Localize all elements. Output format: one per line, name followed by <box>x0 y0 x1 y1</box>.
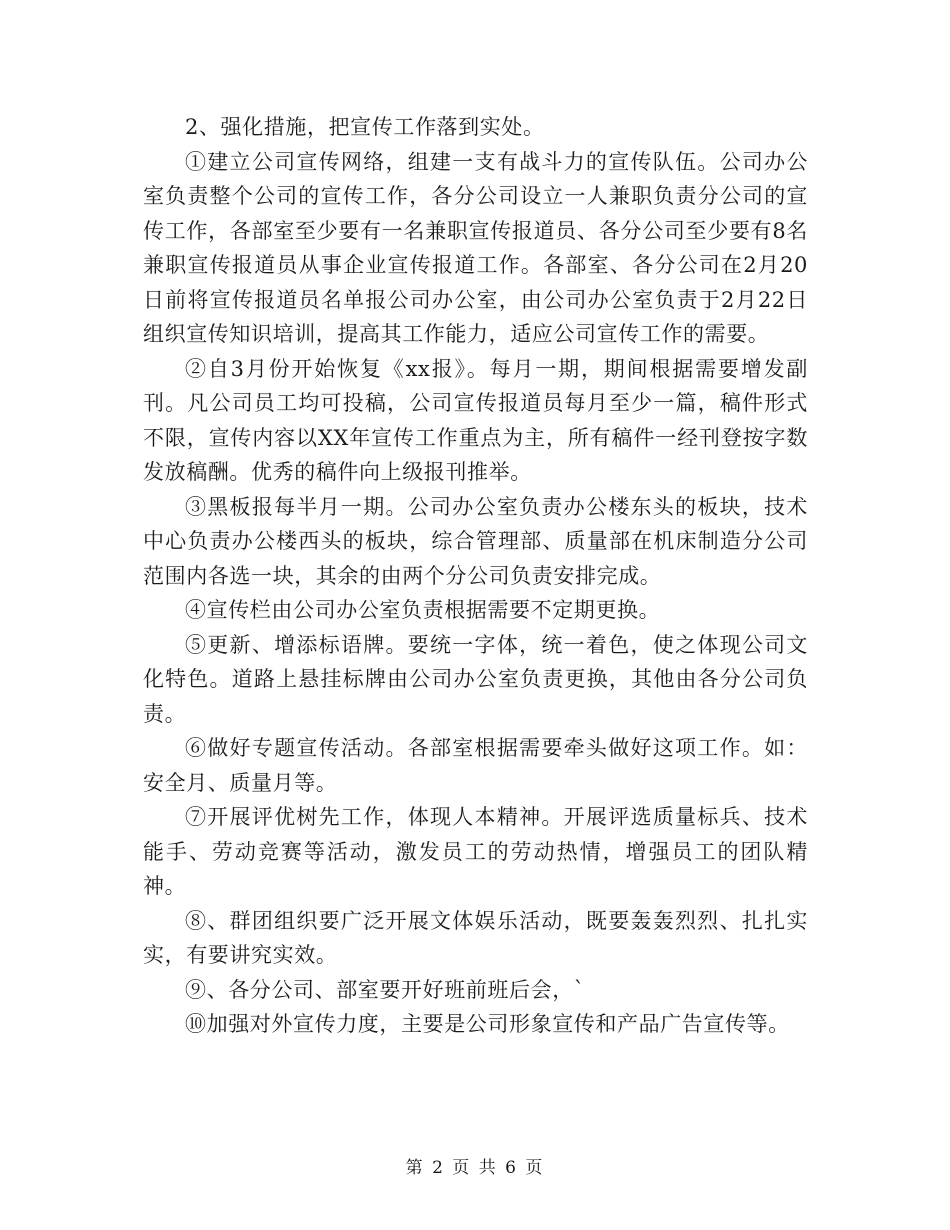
paragraph-item-9: ⑨、各分公司、部室要开好班前班后会，` <box>185 977 585 1002</box>
document-body <box>143 110 808 1042</box>
paragraph-item-2: ②自3月份开始恢复《xx报》。每月一期，期间根据需要增发副刊。凡公司员工均可投稿，公司宣传报道员每月至少一篇，稿件形式不限，宣传内容以XX年宣传工作重点为主，所有稿件一经刊登按字数发放稿酬。优秀的稿件向上级报刊推举。 <box>143 356 808 484</box>
paragraph-heading: 2、强化措施，把宣传工作落到实处。 <box>185 115 545 139</box>
paragraph-item-10: ⑩加强对外宣传力度，主要是公司形象宣传和产品广告宣传等。 <box>185 1012 790 1036</box>
paragraph-item-7: ⑦开展评优树先工作，体现人本精神。开展评选质量标兵、技术能手、劳动竞赛等活动，激发员工的劳动热情，增强员工的团队精神。 <box>143 805 808 898</box>
paragraph-item-3: ③黑板报每半月一期。公司办公室负责办公楼东头的板块，技术中心负责办公楼西头的板块，综合管理部、质量部在机床制造分公司范围内各选一块，其余的由两个分公司负责安排完成。 <box>143 494 808 588</box>
paragraph-item-8: ⑧、群团组织要广泛开展文体娱乐活动，既要轰轰烈烈、扎扎实实，有要讲究实效。 <box>143 908 808 967</box>
paragraph-item-1: ①建立公司宣传网络，组建一支有战斗力的宣传队伍。公司办公室负责整个公司的宣传工作，各分公司设立一人兼职负责分公司的宣传工作，各部室至少要有一名兼职宣传报道员、各分公司至少要有8名兼职宣传报道员从事企业宣传报道工作。各部室、各分公司在2月20日前将宣传报道员名单报公司办公室，由公司办公室负责于2月22日组织宣传知识培训，提高其工作能力，适应公司宣传工作的需要。 <box>143 149 808 346</box>
paragraph-item-5: ⑤更新、增添标语牌。要统一字体，统一着色，使之体现公司文化特色。道路上悬挂标牌由公司办公室负责更换，其他由各分公司负责。 <box>143 632 808 726</box>
paragraph-item-6: ⑥做好专题宣传活动。各部室根据需要牵头做好这项工作。如：安全月、质量月等。 <box>143 736 808 795</box>
paragraph-item-4: ④宣传栏由公司办公室负责根据需要不定期更换。 <box>185 598 661 622</box>
page-footer: 第 2 页 共 6 页 <box>405 1158 545 1178</box>
